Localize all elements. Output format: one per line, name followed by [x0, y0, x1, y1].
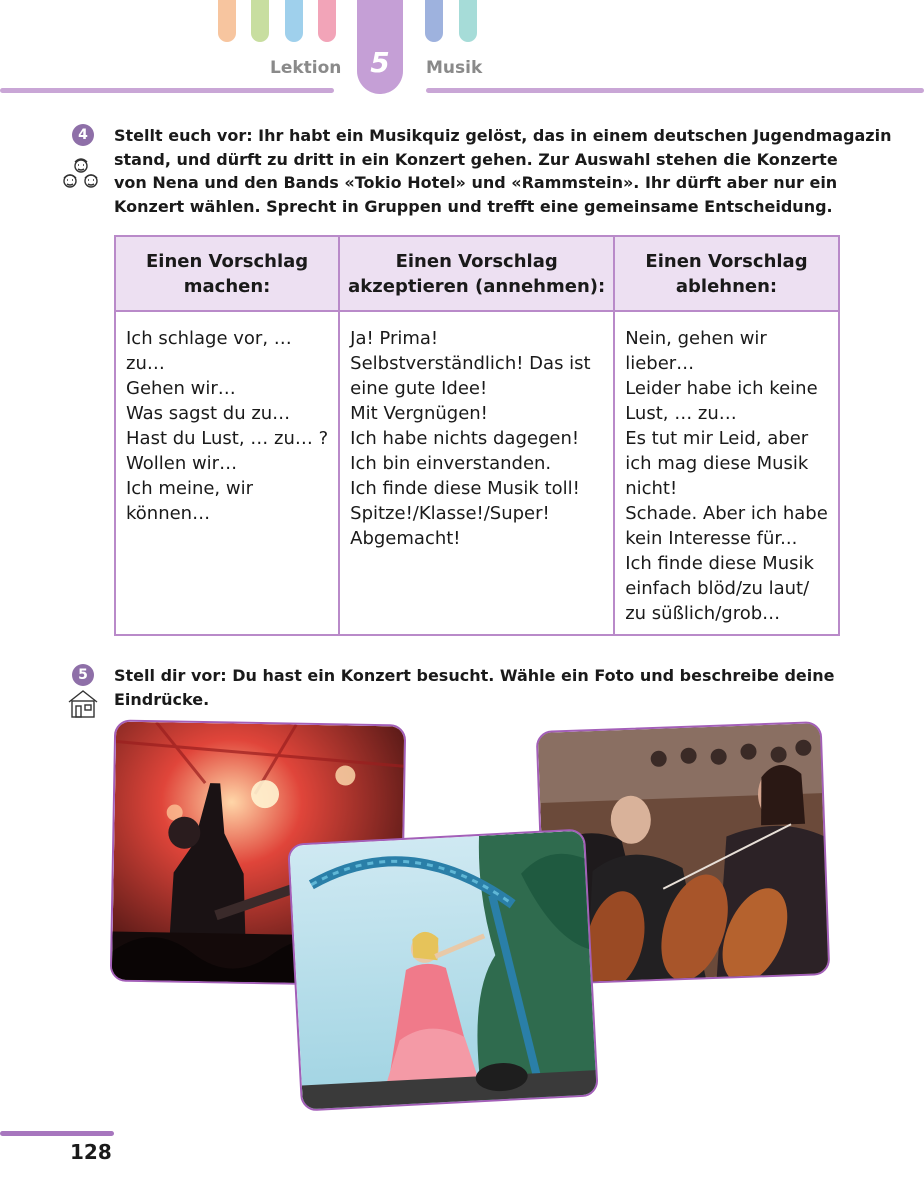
- header-color-tab: [285, 0, 303, 42]
- exercise-4-instruction: [114, 124, 892, 218]
- lesson-number: 5: [370, 46, 390, 79]
- phrase-line: Abgemacht!: [350, 528, 461, 549]
- instruction-line: von Nena und den Bands «Tokio Hotel» und «Rammstein». Ihr dürft aber nur ein: [114, 173, 838, 192]
- header-reject-proposal: [614, 236, 839, 311]
- phrase-line: ich mag diese Musik: [625, 453, 809, 474]
- header-line: Einen Vorschlag: [645, 250, 808, 272]
- exercise-5-instruction: [114, 664, 835, 711]
- header-accept-proposal: [339, 236, 614, 311]
- phrase-line: einfach blöd/zu laut/: [625, 578, 810, 599]
- phrase-line: Ich finde diese Musik: [625, 553, 814, 574]
- phrase-line: können…: [126, 503, 211, 524]
- footer-rule: [0, 1131, 114, 1136]
- header-color-tab: [318, 0, 336, 42]
- phrase-line: eine gute Idee!: [350, 378, 488, 399]
- phrase-line: zu…: [126, 353, 165, 374]
- phrase-line: lieber…: [625, 353, 695, 374]
- phrase-line: Leider habe ich keine: [625, 378, 818, 399]
- header-line: ablehnen:: [675, 275, 778, 297]
- lektion-label: Lektion: [270, 58, 342, 78]
- reject-proposal-cell: [614, 311, 839, 635]
- make-proposal-cell: [115, 311, 339, 635]
- phrase-line: Ich finde diese Musik toll!: [350, 478, 580, 499]
- phrase-line: Ich habe nichts dagegen!: [350, 428, 580, 449]
- house-icon: [66, 688, 100, 720]
- phrase-line: Ich bin einverstanden.: [350, 453, 552, 474]
- header-color-tab: [425, 0, 443, 42]
- header-line: akzeptieren (annehmen):: [348, 275, 606, 297]
- exercise-5-number: 5: [72, 664, 94, 686]
- phrase-line: Mit Vergnügen!: [350, 403, 488, 424]
- phrase-line: nicht!: [625, 478, 678, 499]
- instruction-line: Stell dir vor: Du hast ein Konzert besucht. Wähle ein Foto und beschreibe deine: [114, 666, 835, 685]
- header-color-tab: [218, 0, 236, 42]
- instruction-line: Eindrücke.: [114, 689, 210, 709]
- phrase-line: Ja! Prima!: [350, 328, 439, 349]
- header-rule-right: [426, 88, 924, 93]
- phrase-line: Lust, … zu…: [625, 403, 737, 424]
- header-color-tab: [459, 0, 477, 42]
- phrase-line: Schade. Aber ich habe: [625, 503, 828, 524]
- header-color-tab: [251, 0, 269, 42]
- phrase-line: zu süßlich/grob…: [625, 603, 781, 624]
- page-number: 128: [70, 1140, 112, 1164]
- phrase-line: Spitze!/Klasse!/Super!: [350, 503, 550, 524]
- header-rule-left: [0, 88, 334, 93]
- header-line: machen:: [183, 275, 271, 297]
- header-make-proposal: [115, 236, 339, 311]
- phrase-line: Es tut mir Leid, aber: [625, 428, 809, 449]
- exercise-4-number: 4: [72, 124, 94, 146]
- singer-outdoor-stage-photo: [287, 828, 599, 1111]
- table-header-row: [115, 236, 839, 311]
- lesson-badge: [357, 0, 403, 94]
- instruction-line: Stellt euch vor: Ihr habt ein Musikquiz gelöst, das in einem deutschen Jugendmagazin: [114, 126, 892, 145]
- phrase-line: Ich meine, wir: [126, 478, 253, 499]
- phrase-line: Wollen wir…: [126, 453, 238, 474]
- header-line: Einen Vorschlag: [145, 250, 309, 272]
- group-faces-icon: [60, 156, 102, 194]
- phrase-line: Hast du Lust, … zu… ?: [126, 428, 329, 449]
- instruction-line: stand, und dürft zu dritt in ein Konzert gehen. Zur Auswahl stehen die Konzerte: [114, 149, 838, 169]
- accept-proposal-cell: [339, 311, 614, 635]
- phrases-table: [114, 235, 840, 636]
- phrase-line: Selbstverständlich! Das ist: [350, 353, 591, 374]
- topic-label: Musik: [426, 58, 483, 78]
- header-line: Einen Vorschlag: [395, 250, 558, 272]
- phrase-line: Nein, gehen wir: [625, 328, 767, 349]
- phrase-line: Ich schlage vor, …: [126, 328, 292, 349]
- table-row: [115, 311, 839, 635]
- instruction-line: Konzert wählen. Sprecht in Gruppen und trefft eine gemeinsame Entscheidung.: [114, 196, 833, 216]
- phrase-line: kein Interesse für...: [625, 528, 798, 549]
- phrase-line: Gehen wir…: [126, 378, 236, 399]
- phrase-line: Was sagst du zu…: [126, 403, 291, 424]
